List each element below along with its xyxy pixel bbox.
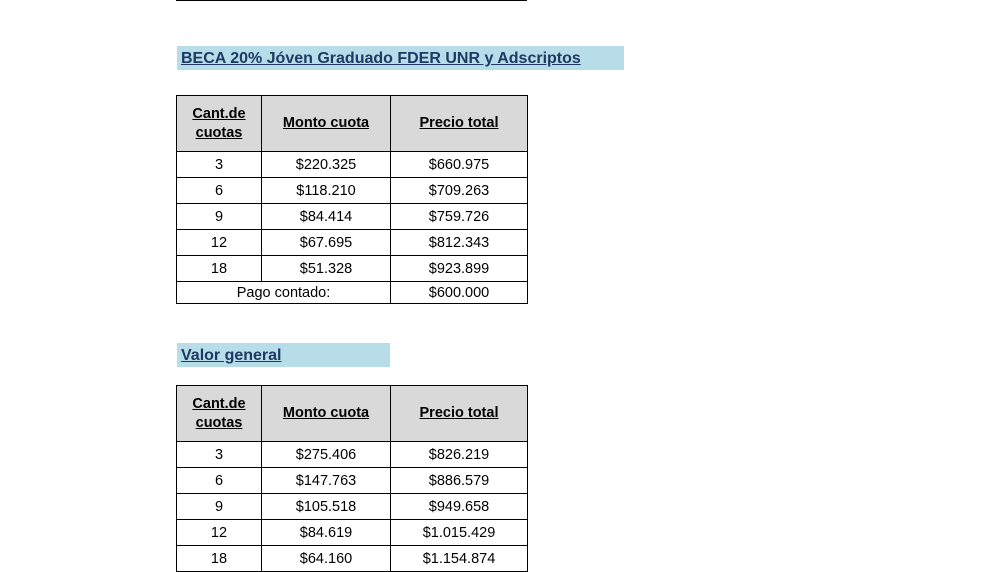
cell-cuotas: 12: [177, 520, 262, 546]
table-row: [177, 442, 528, 468]
table-header-row: [177, 96, 528, 152]
cell-monto: $275.406: [262, 442, 391, 468]
price-table-general: [176, 385, 528, 572]
contado-row: [177, 282, 528, 304]
section-title-general: Valor general: [177, 343, 390, 367]
cell-cuotas: 12: [177, 230, 262, 256]
previous-table-bottom: [176, 0, 527, 1]
contado-value: $600.000: [391, 282, 528, 304]
table-header-row: [177, 386, 528, 442]
cell-cuotas: 9: [177, 204, 262, 230]
header-cant-cuotas: Cant.de cuotas: [177, 96, 262, 152]
header-precio-total: Precio total: [391, 386, 528, 442]
table-row: [177, 152, 528, 178]
cell-total: $886.579: [391, 468, 528, 494]
section-title-beca: BECA 20% Jóven Graduado FDER UNR y Adscriptos: [177, 46, 624, 70]
table-row: [177, 546, 528, 572]
table-row: [177, 520, 528, 546]
cell-total: $759.726: [391, 204, 528, 230]
cell-total: $660.975: [391, 152, 528, 178]
cell-monto: $84.619: [262, 520, 391, 546]
cell-monto: $67.695: [262, 230, 391, 256]
table-row: [177, 204, 528, 230]
cell-monto: $84.414: [262, 204, 391, 230]
cell-cuotas: 6: [177, 468, 262, 494]
cell-total: $1.154.874: [391, 546, 528, 572]
cell-monto: $220.325: [262, 152, 391, 178]
cell-monto: $147.763: [262, 468, 391, 494]
cell-total: $1.015.429: [391, 520, 528, 546]
cell-total: $826.219: [391, 442, 528, 468]
cell-monto: $118.210: [262, 178, 391, 204]
cell-monto: $64.160: [262, 546, 391, 572]
cell-cuotas: 3: [177, 442, 262, 468]
table-row: [177, 230, 528, 256]
cell-total: $812.343: [391, 230, 528, 256]
cell-total: $949.658: [391, 494, 528, 520]
cell-monto: $51.328: [262, 256, 391, 282]
cell-cuotas: 3: [177, 152, 262, 178]
header-precio-total: Precio total: [391, 96, 528, 152]
table-row: [177, 178, 528, 204]
cell-total: $923.899: [391, 256, 528, 282]
table-row: [177, 494, 528, 520]
cell-cuotas: 18: [177, 546, 262, 572]
header-monto-cuota: Monto cuota: [262, 386, 391, 442]
cell-cuotas: 6: [177, 178, 262, 204]
header-cant-cuotas: Cant.de cuotas: [177, 386, 262, 442]
cell-cuotas: 9: [177, 494, 262, 520]
table-row: [177, 468, 528, 494]
cell-monto: $105.518: [262, 494, 391, 520]
price-table-beca: [176, 95, 528, 304]
contado-label: Pago contado:: [177, 282, 391, 304]
table-row: [177, 256, 528, 282]
cell-total: $709.263: [391, 178, 528, 204]
header-monto-cuota: Monto cuota: [262, 96, 391, 152]
cell-cuotas: 18: [177, 256, 262, 282]
